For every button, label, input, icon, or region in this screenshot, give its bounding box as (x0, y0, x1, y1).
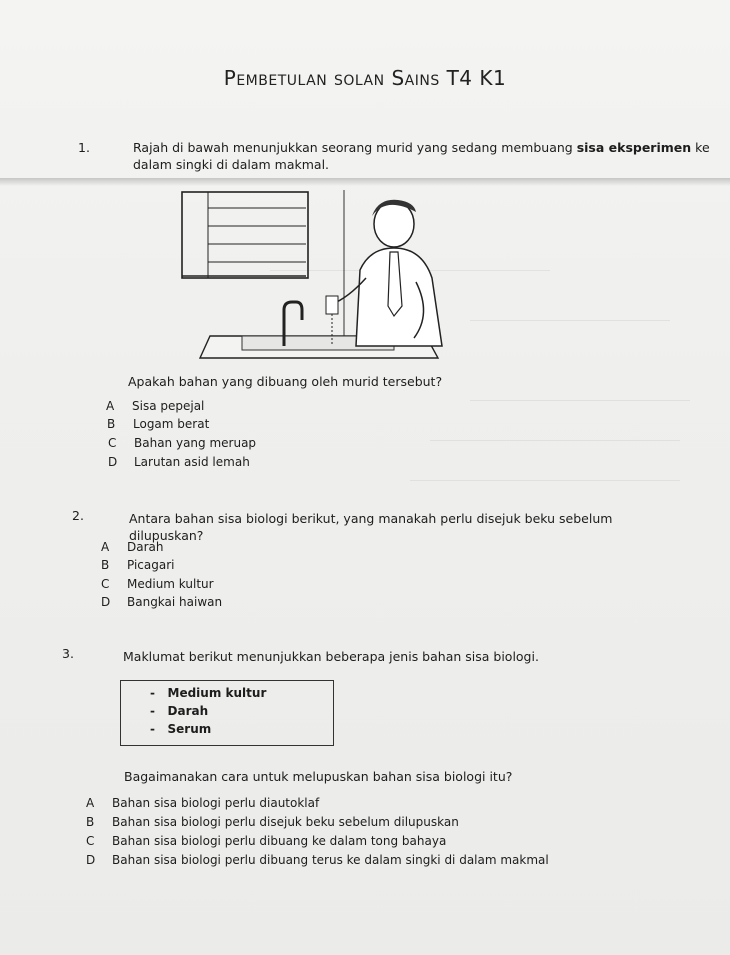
show-through-line (470, 400, 690, 401)
option-text: Picagari (127, 558, 175, 572)
question-3-prompt: Bagaimanakan cara untuk melupuskan bahan sisa biologi itu? (124, 769, 513, 784)
option-letter: C (101, 577, 110, 591)
option-text: Bahan sisa biologi perlu dibuang ke dalam tong bahaya (112, 834, 447, 848)
option-letter: D (86, 853, 96, 867)
option-text: Larutan asid lemah (134, 455, 250, 469)
option-text: Darah (127, 540, 164, 554)
option-letter: D (108, 455, 118, 469)
option-letter: B (107, 417, 116, 431)
q2-option-d[interactable] (101, 595, 222, 609)
page-title: Pembetulan solan Sains T4 K1 (223, 66, 507, 90)
option-text: Sisa pepejal (132, 399, 205, 413)
question-1-text-a: Rajah di bawah menunjukkan seorang murid yang sedang membuang (133, 140, 577, 155)
student-sink-illustration (176, 186, 466, 368)
option-text: Bahan sisa biologi perlu disejuk beku sebelum dilupuskan (112, 815, 459, 829)
question-1-emphasis: sisa eksperimen (576, 140, 692, 155)
question-2-number: 2. (72, 508, 84, 523)
q3-option-a[interactable] (86, 796, 319, 810)
q2-option-a[interactable] (101, 540, 164, 554)
q1-option-b[interactable] (107, 417, 209, 431)
q2-option-c[interactable] (101, 577, 214, 591)
option-text: Medium kultur (127, 577, 214, 591)
question-1-text (133, 139, 723, 173)
option-text: Bahan yang meruap (134, 436, 257, 450)
info-item-text: Darah (167, 704, 209, 718)
info-item: - Medium kultur (150, 686, 267, 700)
option-text: Bangkai haiwan (127, 595, 223, 609)
question-2-text: Antara bahan sisa biologi berikut, yang manakah perlu disejuk beku sebelum dilupuskan? (129, 511, 613, 543)
question-1-number: 1. (78, 140, 90, 155)
info-item: - Serum (150, 722, 212, 736)
option-text: Bahan sisa biologi perlu diautoklaf (112, 796, 320, 810)
q1-option-a[interactable] (106, 399, 204, 413)
option-letter: B (101, 558, 110, 572)
paper-fold-shadow (0, 178, 730, 186)
question-3-text: Maklumat berikut menunjukkan beberapa jenis bahan sisa biologi. (123, 649, 539, 664)
option-text: Logam berat (133, 417, 210, 431)
option-letter: B (86, 815, 95, 829)
info-item: - Darah (150, 704, 209, 718)
question-1-prompt: Apakah bahan yang dibuang oleh murid tersebut? (128, 374, 443, 389)
question-1-text-b: ke dalam singki di dalam makmal. (133, 140, 710, 172)
option-letter: C (108, 436, 117, 450)
option-letter: A (106, 399, 115, 413)
show-through-line (430, 440, 680, 441)
info-item-text: Medium kultur (167, 686, 267, 700)
info-item-text: Serum (167, 722, 212, 736)
option-letter: A (86, 796, 95, 810)
show-through-line (470, 320, 670, 321)
q2-option-b[interactable] (101, 558, 175, 572)
option-letter: D (101, 595, 111, 609)
q3-option-d[interactable] (86, 853, 549, 867)
q1-option-c[interactable] (108, 436, 256, 450)
q3-option-c[interactable] (86, 834, 446, 848)
option-letter: C (86, 834, 95, 848)
option-letter: A (101, 540, 110, 554)
q1-option-d[interactable] (108, 455, 250, 469)
q3-option-b[interactable] (86, 815, 459, 829)
option-text: Bahan sisa biologi perlu dibuang terus ke dalam singki di dalam makmal (112, 853, 549, 867)
show-through-line (410, 480, 680, 481)
question-3-number: 3. (62, 646, 74, 661)
